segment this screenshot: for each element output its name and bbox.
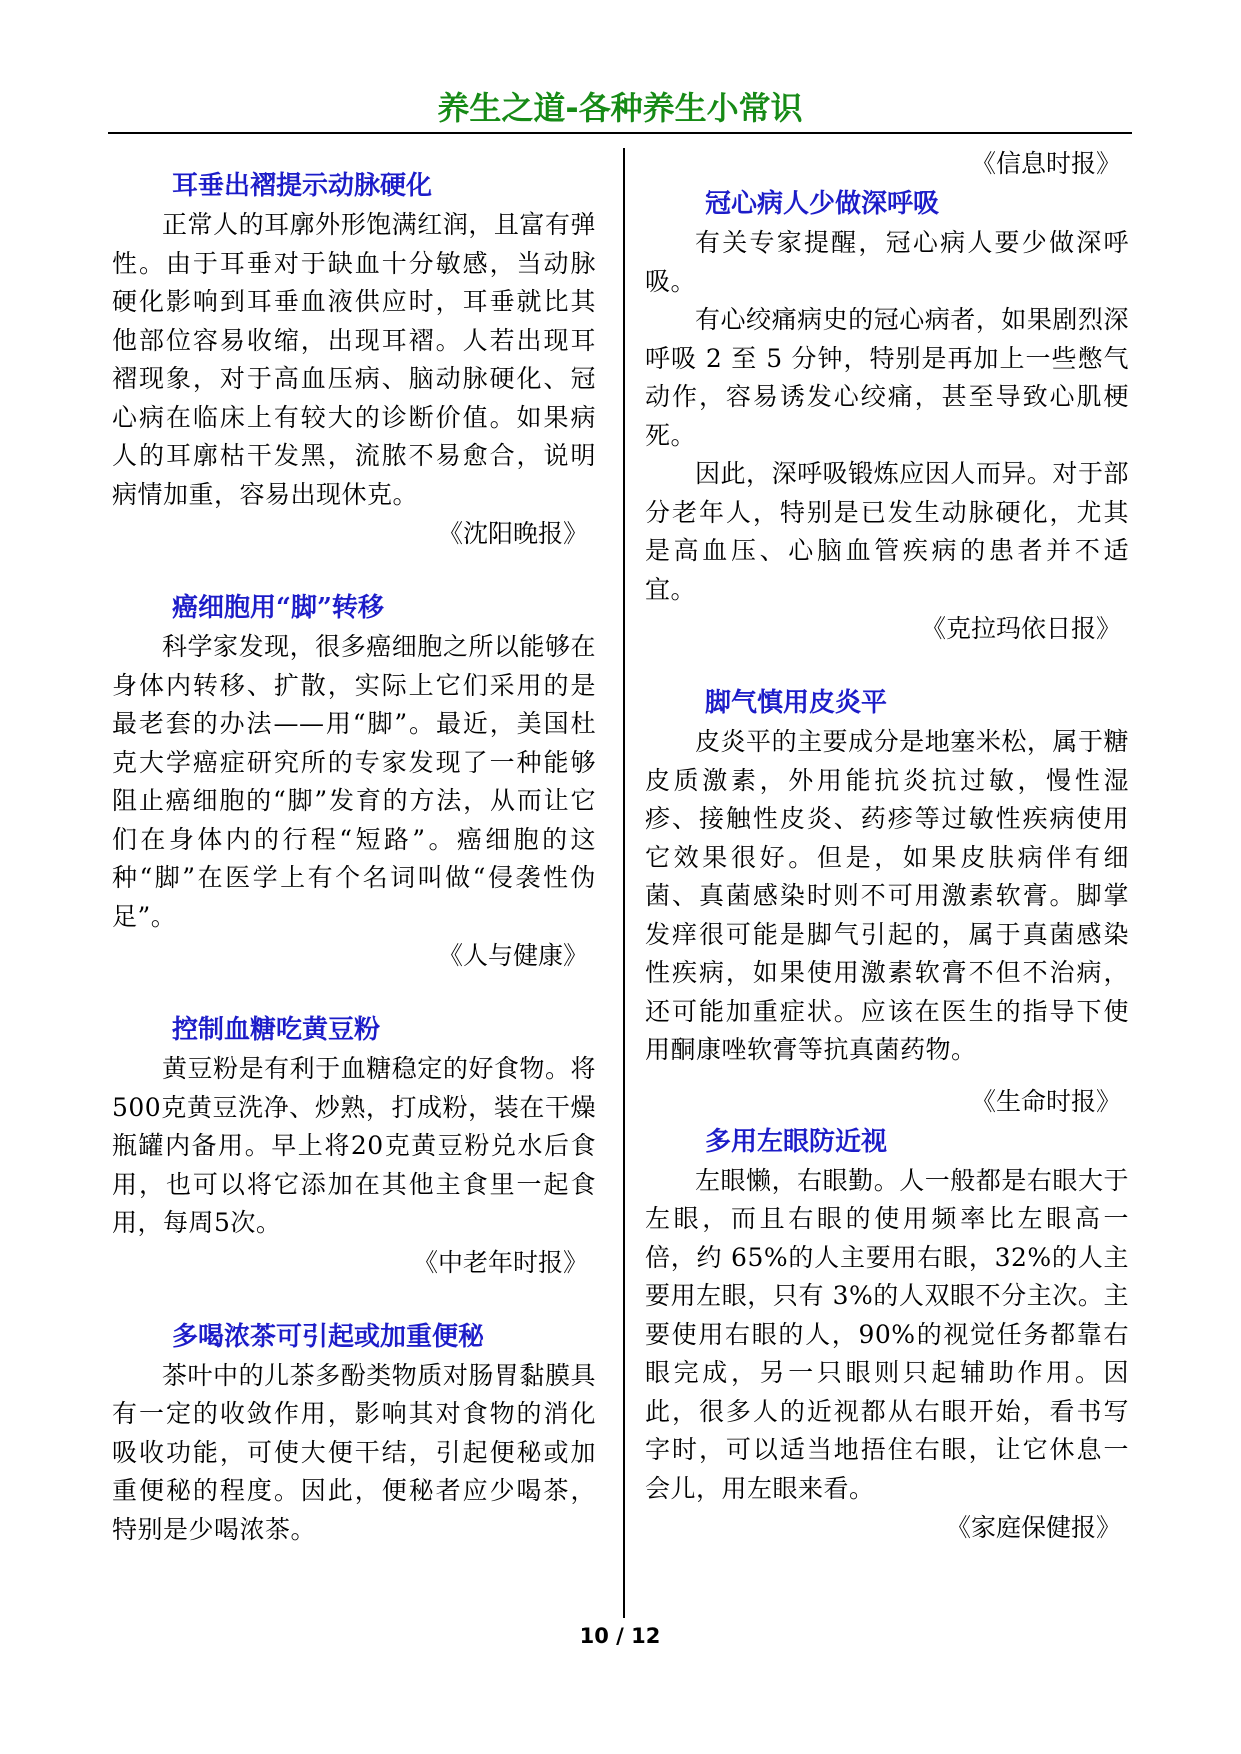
article-paragraph: 左眼懒，右眼勤。人一般都是右眼大于左眼，而且右眼的使用频率比左眼高一倍，约 65%的人主要用右眼，32%的人主要用左眼，只有 3%的人双眼不分主次。主要使用右眼的人，90%的视觉任务都靠右眼完成，另一只眼则只起辅助作用。因此，很多人的近视都从右眼开始，看书写字时，可以适当地捂住右眼，让它休息一会儿，用左眼来看。 [645,1165,1129,1503]
article-athletes-foot [645,683,1129,1122]
article-source: 《信息时报》 [970,149,1121,178]
header-rule [108,132,1132,134]
article-source: 《克拉玛依日报》 [920,614,1121,643]
article-strong-tea [112,1317,596,1550]
article-source: 《生命时报》 [970,1086,1121,1116]
document-header-title: 养生之道-各种养生小常识 [437,89,803,127]
article-paragraph: 黄豆粉是有利于血糖稳定的好食物。将500克黄豆洗净、炒熟，打成粉，装在干燥瓶罐内备用。早上将20克黄豆粉兑水后食用，也可以将它添加在其他主食里一起食用，每周5次。 [112,1054,596,1237]
article-left-eye [645,1122,1129,1549]
article-ear-crease [112,166,596,554]
article-paragraph: 皮炎平的主要成分是地塞米松，属于糖皮质激素，外用能抗炎抗过敏，慢性湿疹、接触性皮炎、药疹等过敏性疾病使用它效果很好。但是，如果皮肤病伴有细菌、真菌感染时则不可用激素软膏。脚掌发痒很可能是脚气引起的，属于真菌感染性疾病，如果使用激素软膏不但不治病，还可能加重症状。应该在医生的指导下使用酮康唑软膏等抗真菌药物。 [645,727,1129,1064]
article-source: 《中老年时报》 [412,1247,588,1277]
article-title: 耳垂出褶提示动脉硬化 [172,171,433,201]
article-paragraph: 茶叶中的儿茶多酚类物质对肠胃黏膜具有一定的收敛作用，影响其对食物的消化吸收功能，可使大便干结，引起便秘或加重便秘的程度。因此，便秘者应少喝茶，特别是少喝浓茶。 [112,1360,596,1544]
article-paragraph: 有关专家提醒，冠心病人要少做深呼吸。 [645,228,1129,296]
article-title: 冠心病人少做深呼吸 [705,189,940,219]
article-title: 脚气慎用皮炎平 [705,688,888,718]
article-source: 《沈阳晚报》 [437,519,588,548]
article-title: 控制血糖吃黄豆粉 [172,1015,381,1045]
page-number: 10 / 12 [579,1624,661,1648]
article-paragraph: 正常人的耳廓外形饱满红润，且富有弹性。由于耳垂对于缺血十分敏感，当动脉硬化影响到耳垂血液供应时，耳垂就比其他部位容易收缩，出现耳褶。人若出现耳褶现象，对于高血压病、脑动脉硬化、冠心病在临床上有较大的诊断价值。如果病人的耳廓枯干发黑，流脓不易愈合，说明病情加重，容易出现休克。 [112,210,596,509]
right-column [645,148,1129,1548]
article-title: 多喝浓茶可引起或加重便秘 [172,1321,485,1352]
article-paragraph: 科学家发现，很多癌细胞之所以能够在身体内转移、扩散，实际上它们采用的是最老套的办法——用“脚”。最近，美国杜克大学癌症研究所的专家发现了一种能够阻止癌细胞的“脚”发育的方法，从而让它们在身体内的行程“短路”。癌细胞的这种“脚”在医学上有个名词叫做“侵袭性伪足”。 [112,632,596,931]
article-source: 《家庭保健报》 [945,1513,1121,1542]
article-paragraph: 有心绞痛病史的冠心病者，如果剧烈深呼吸 2 至 5 分钟，特别是再加上一些憋气动作，容易诱发心绞痛，甚至导致心肌梗死。 [645,305,1129,450]
article-cancer-feet [112,588,596,976]
column-divider [623,148,625,1618]
article-source: 《人与健康》 [437,941,588,970]
article-title: 多用左眼防近视 [705,1126,888,1157]
article-paragraph: 因此，深呼吸锻炼应因人而异。对于部分老年人，特别是已发生动脉硬化，尤其是高血压、心脑血管疾病的患者并不适宜。 [645,459,1129,604]
left-column [112,148,596,1549]
article-soybean-powder [112,1010,596,1283]
article-title: 癌细胞用“脚”转移 [172,593,384,623]
article-deep-breathing [645,184,1129,649]
